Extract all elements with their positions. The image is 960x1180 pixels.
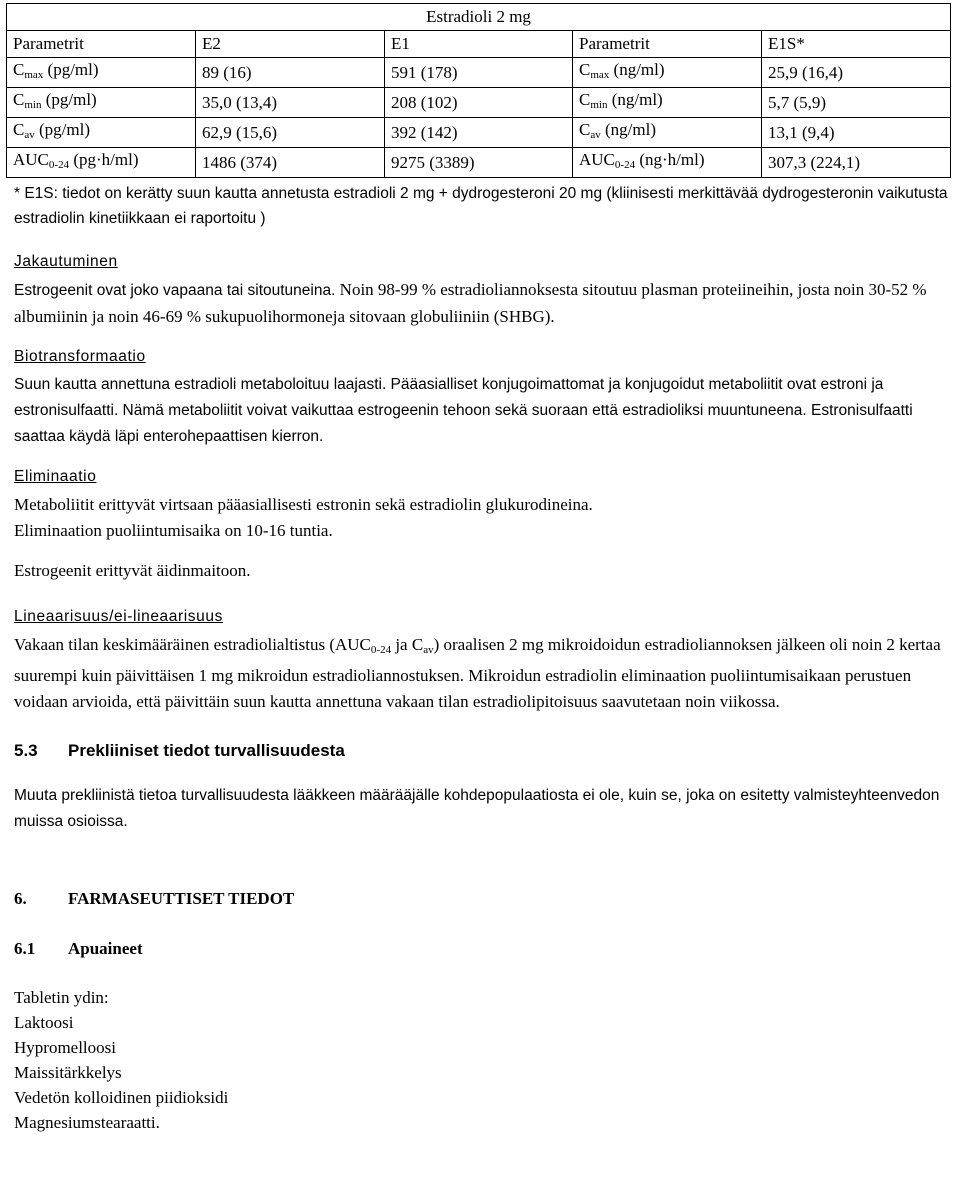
column-header: Parametrit <box>573 31 762 58</box>
linearity-heading: Lineaarisuus/ei-lineaarisuus <box>14 608 223 625</box>
parameter-cell: $AUC_{0-24}$ (pg·h/ml) <box>7 148 196 178</box>
e2-value-cell: 1486 (374) <box>196 148 385 178</box>
e1-value-cell: 392 (142) <box>385 118 573 148</box>
table-row <box>7 88 951 118</box>
column-header: E1S* <box>762 31 951 58</box>
e1-value-cell: 208 (102) <box>385 88 573 118</box>
e2-value-cell: 35,0 (13,4) <box>196 88 385 118</box>
e2-value-cell: 89 (16) <box>196 58 385 88</box>
column-header: E2 <box>196 31 385 58</box>
table-caption: Estradioli 2 mg <box>7 4 951 31</box>
e1-value-cell: 591 (178) <box>385 58 573 88</box>
table-footnote: * E1S: tiedot on kerätty suun kautta annetusta estradioli 2 mg + dydrogesteroni 20 mg (kliinisesti merkittävää dydrogesteronin vaikutusta estradiolin kinetiikkaan ei raportoitu ) <box>14 185 948 227</box>
e1s-value-cell: 13,1 (9,4) <box>762 118 951 148</box>
biotransformation-heading: Biotransformaatio <box>14 348 146 365</box>
pharmacokinetics-table <box>6 3 951 178</box>
table-header-row <box>7 31 951 58</box>
section-5-3-heading: 5.3 Prekliiniset tiedot turvallisuudesta <box>14 741 345 760</box>
column-header: E1 <box>385 31 573 58</box>
excipient-list <box>14 985 958 1135</box>
parameter-cell: $C_{max}$ (ng/ml) <box>573 58 762 88</box>
section-5-3-text: Muuta prekliinistä tietoa turvallisuudesta lääkkeen määrääjälle kohdepopulaatiosta ei ole, kuin se, joka on esitetty valmisteyhteenvedon muissa osioissa. <box>14 787 940 830</box>
biotransformation-text: Suun kautta annettuna estradioli metaboloituu laajasti. Pääasialliset konjugoimattomat ja konjugoidut metaboliitit ovat estroni ja estronisulfaatti. Nämä metaboliitit voivat vaikuttaa estrogeenin tehoon sekä suoraan että estradioliksi muuntuneena. Estronisulfaatti saattaa käydä läpi enterohepaattisen kierron. <box>14 376 913 445</box>
distribution-text: Estrogeenit ovat joko vapaana tai sitoutuneina. Noin 98-99 % estradioliannoksesta sitoutuu plasman proteiineihin, josta noin 30-52 % albumiinin ja noin 46-69 % sukupuolihormoneja sitovaan globuliiniin (SHBG). <box>14 280 927 326</box>
elimination-heading: Eliminaatio <box>14 468 97 485</box>
document-page <box>14 0 958 1135</box>
list-item: Vedetön kolloidinen piidioksidi <box>14 1088 229 1107</box>
list-item: Magnesiumstearaatti. <box>14 1113 160 1132</box>
section-6-1-heading: 6.1 Apuaineet <box>14 939 143 958</box>
list-item: Hypromelloosi <box>14 1038 116 1057</box>
column-header: Parametrit <box>7 31 196 58</box>
table-row <box>7 148 951 178</box>
breastmilk-line: Estrogeenit erittyvät äidinmaitoon. <box>14 561 251 580</box>
elimination-line: Eliminaation puoliintumisaika on 10-16 tuntia. <box>14 521 333 540</box>
list-intro: Tabletin ydin: <box>14 988 109 1007</box>
table-row <box>7 58 951 88</box>
parameter-cell: $C_{min}$ (ng/ml) <box>573 88 762 118</box>
e1s-value-cell: 25,9 (16,4) <box>762 58 951 88</box>
parameter-cell: $C_{av}$ (pg/ml) <box>7 118 196 148</box>
parameter-cell: $C_{max}$ (pg/ml) <box>7 58 196 88</box>
parameter-cell: $C_{min}$ (pg/ml) <box>7 88 196 118</box>
table-caption-row <box>7 4 951 31</box>
linearity-text: Vakaan tilan keskimääräinen estradiolialtistus (AUC0-24 ja Cav) oraalisen 2 mg mikroidoidun estradioliannoksen jälkeen oli noin 2 kertaa suurempi kuin päivittäisen 1 mg mikroidun estradioliannostuksen. Mikroidun estradiolin eliminaation puoliintumisaikaan perustuen voidaan arvioida, että päivittäin suun kautta annettuna vakaan tilan estradiolipitoisuus saavutetaan noin viikossa. <box>14 635 941 711</box>
e1s-value-cell: 307,3 (224,1) <box>762 148 951 178</box>
e1s-value-cell: 5,7 (5,9) <box>762 88 951 118</box>
parameter-cell: $C_{av}$ (ng/ml) <box>573 118 762 148</box>
e1-value-cell: 9275 (3389) <box>385 148 573 178</box>
list-item: Maissitärkkelys <box>14 1063 122 1082</box>
list-item: Laktoosi <box>14 1013 74 1032</box>
elimination-line: Metaboliitit erittyvät virtsaan pääasiallisesti estronin sekä estradiolin glukurodineina. <box>14 495 593 514</box>
table-row <box>7 118 951 148</box>
e2-value-cell: 62,9 (15,6) <box>196 118 385 148</box>
section-6-heading: 6. FARMASEUTTISET TIEDOT <box>14 889 295 908</box>
parameter-cell: $AUC_{0-24}$ (ng·h/ml) <box>573 148 762 178</box>
distribution-heading: Jakautuminen <box>14 253 118 270</box>
